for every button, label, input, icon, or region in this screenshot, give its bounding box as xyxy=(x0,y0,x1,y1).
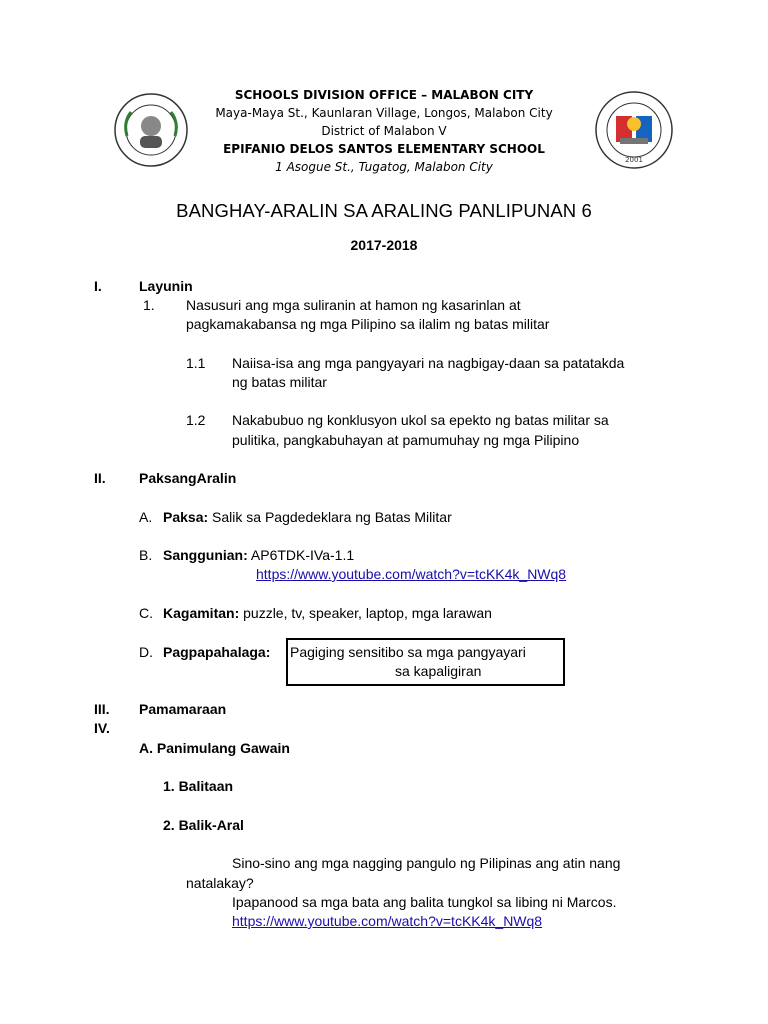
document-title: BANGHAY-ARALIN SA ARALING PANLIPUNAN 6 xyxy=(176,200,592,221)
objective-1-line2: pagkamakabansa ng mga Pilipino sa ilalim ng batas militar xyxy=(186,316,550,332)
school-year: 2017-2018 xyxy=(350,237,418,253)
section-2-number: II. xyxy=(94,470,106,486)
reference-link[interactable]: https://www.youtube.com/watch?v=tcKK4k_NWq8 xyxy=(256,566,567,582)
document-header xyxy=(0,86,768,176)
review-line3: Ipapanood sa mga bata ang balita tungkol sa libing ni Marcos. xyxy=(232,894,617,910)
values-line1: Pagiging sensitibo sa mga pangyayari xyxy=(290,644,526,660)
activity-2: 2. Balik-Aral xyxy=(163,817,244,833)
objective-1-2-number: 1.2 xyxy=(186,412,206,428)
section-3-heading: Pamamaraan xyxy=(139,701,227,717)
review-line1: Sino-sino ang mga nagging pangulo ng Pilipinas ang atin nang xyxy=(232,855,621,871)
section-1-heading: Layunin xyxy=(139,278,193,294)
subsection-a-heading: A. Panimulang Gawain xyxy=(139,740,290,756)
item-a-letter: A. xyxy=(139,509,153,525)
topic-label: Paksa: xyxy=(163,509,209,525)
materials-label: Kagamitan: xyxy=(163,605,240,621)
section-1-number: I. xyxy=(94,278,102,294)
header-address: Maya-Maya St., Kaunlaran Village, Longos, Malabon City xyxy=(215,106,553,120)
header-school-address: 1 Asogue St., Tugatog, Malabon City xyxy=(275,160,493,174)
item-d-letter: D. xyxy=(139,644,153,660)
review-line2: natalakay? xyxy=(186,875,254,891)
section-2-heading: PaksangAralin xyxy=(139,470,237,486)
topic-value: Salik sa Pagdedeklara ng Batas Militar xyxy=(212,509,452,525)
reference-row xyxy=(163,545,354,565)
materials-value: puzzle, tv, speaker, laptop, mga larawan xyxy=(243,605,492,621)
values-line2: sa kapaligiran xyxy=(395,663,482,679)
topic-row xyxy=(163,507,452,527)
objective-1-1-number: 1.1 xyxy=(186,355,206,371)
objective-1-2-line1: Nakabubuo ng konklusyon ukol sa epekto ng batas militar sa xyxy=(232,412,609,428)
svg-text:2001: 2001 xyxy=(625,156,643,164)
objective-1-2-line2: pulitika, pangkabuhayan at pamumuhay ng mga Pilipino xyxy=(232,432,580,448)
header-division: SCHOOLS DIVISION OFFICE – MALABON CITY xyxy=(234,88,534,102)
reference-label: Sanggunian: xyxy=(163,547,248,563)
objective-1-1-line1: Naiisa-isa ang mga pangyayari na nagbigay-daan sa patatakda xyxy=(232,355,625,371)
activity-1: 1. Balitaan xyxy=(163,778,234,794)
section-3-number: III. xyxy=(94,701,110,717)
header-school: EPIFANIO DELOS SANTOS ELEMENTARY SCHOOL xyxy=(223,142,545,156)
section-4-number: IV. xyxy=(94,720,110,736)
objective-1-1-line2: ng batas militar xyxy=(232,374,327,390)
review-link[interactable]: https://www.youtube.com/watch?v=tcKK4k_NWq8 xyxy=(232,913,543,929)
item-b-letter: B. xyxy=(139,547,153,563)
objective-1-line1: Nasusuri ang mga suliranin at hamon ng kasarinlan at xyxy=(186,297,521,313)
item-c-letter: C. xyxy=(139,605,153,621)
values-label: Pagpapahalaga: xyxy=(163,644,271,660)
materials-row xyxy=(163,603,492,623)
header-district: District of Malabon V xyxy=(321,124,447,138)
reference-code: AP6TDK-IVa-1.1 xyxy=(250,547,355,563)
objective-1-number: 1. xyxy=(143,297,155,313)
